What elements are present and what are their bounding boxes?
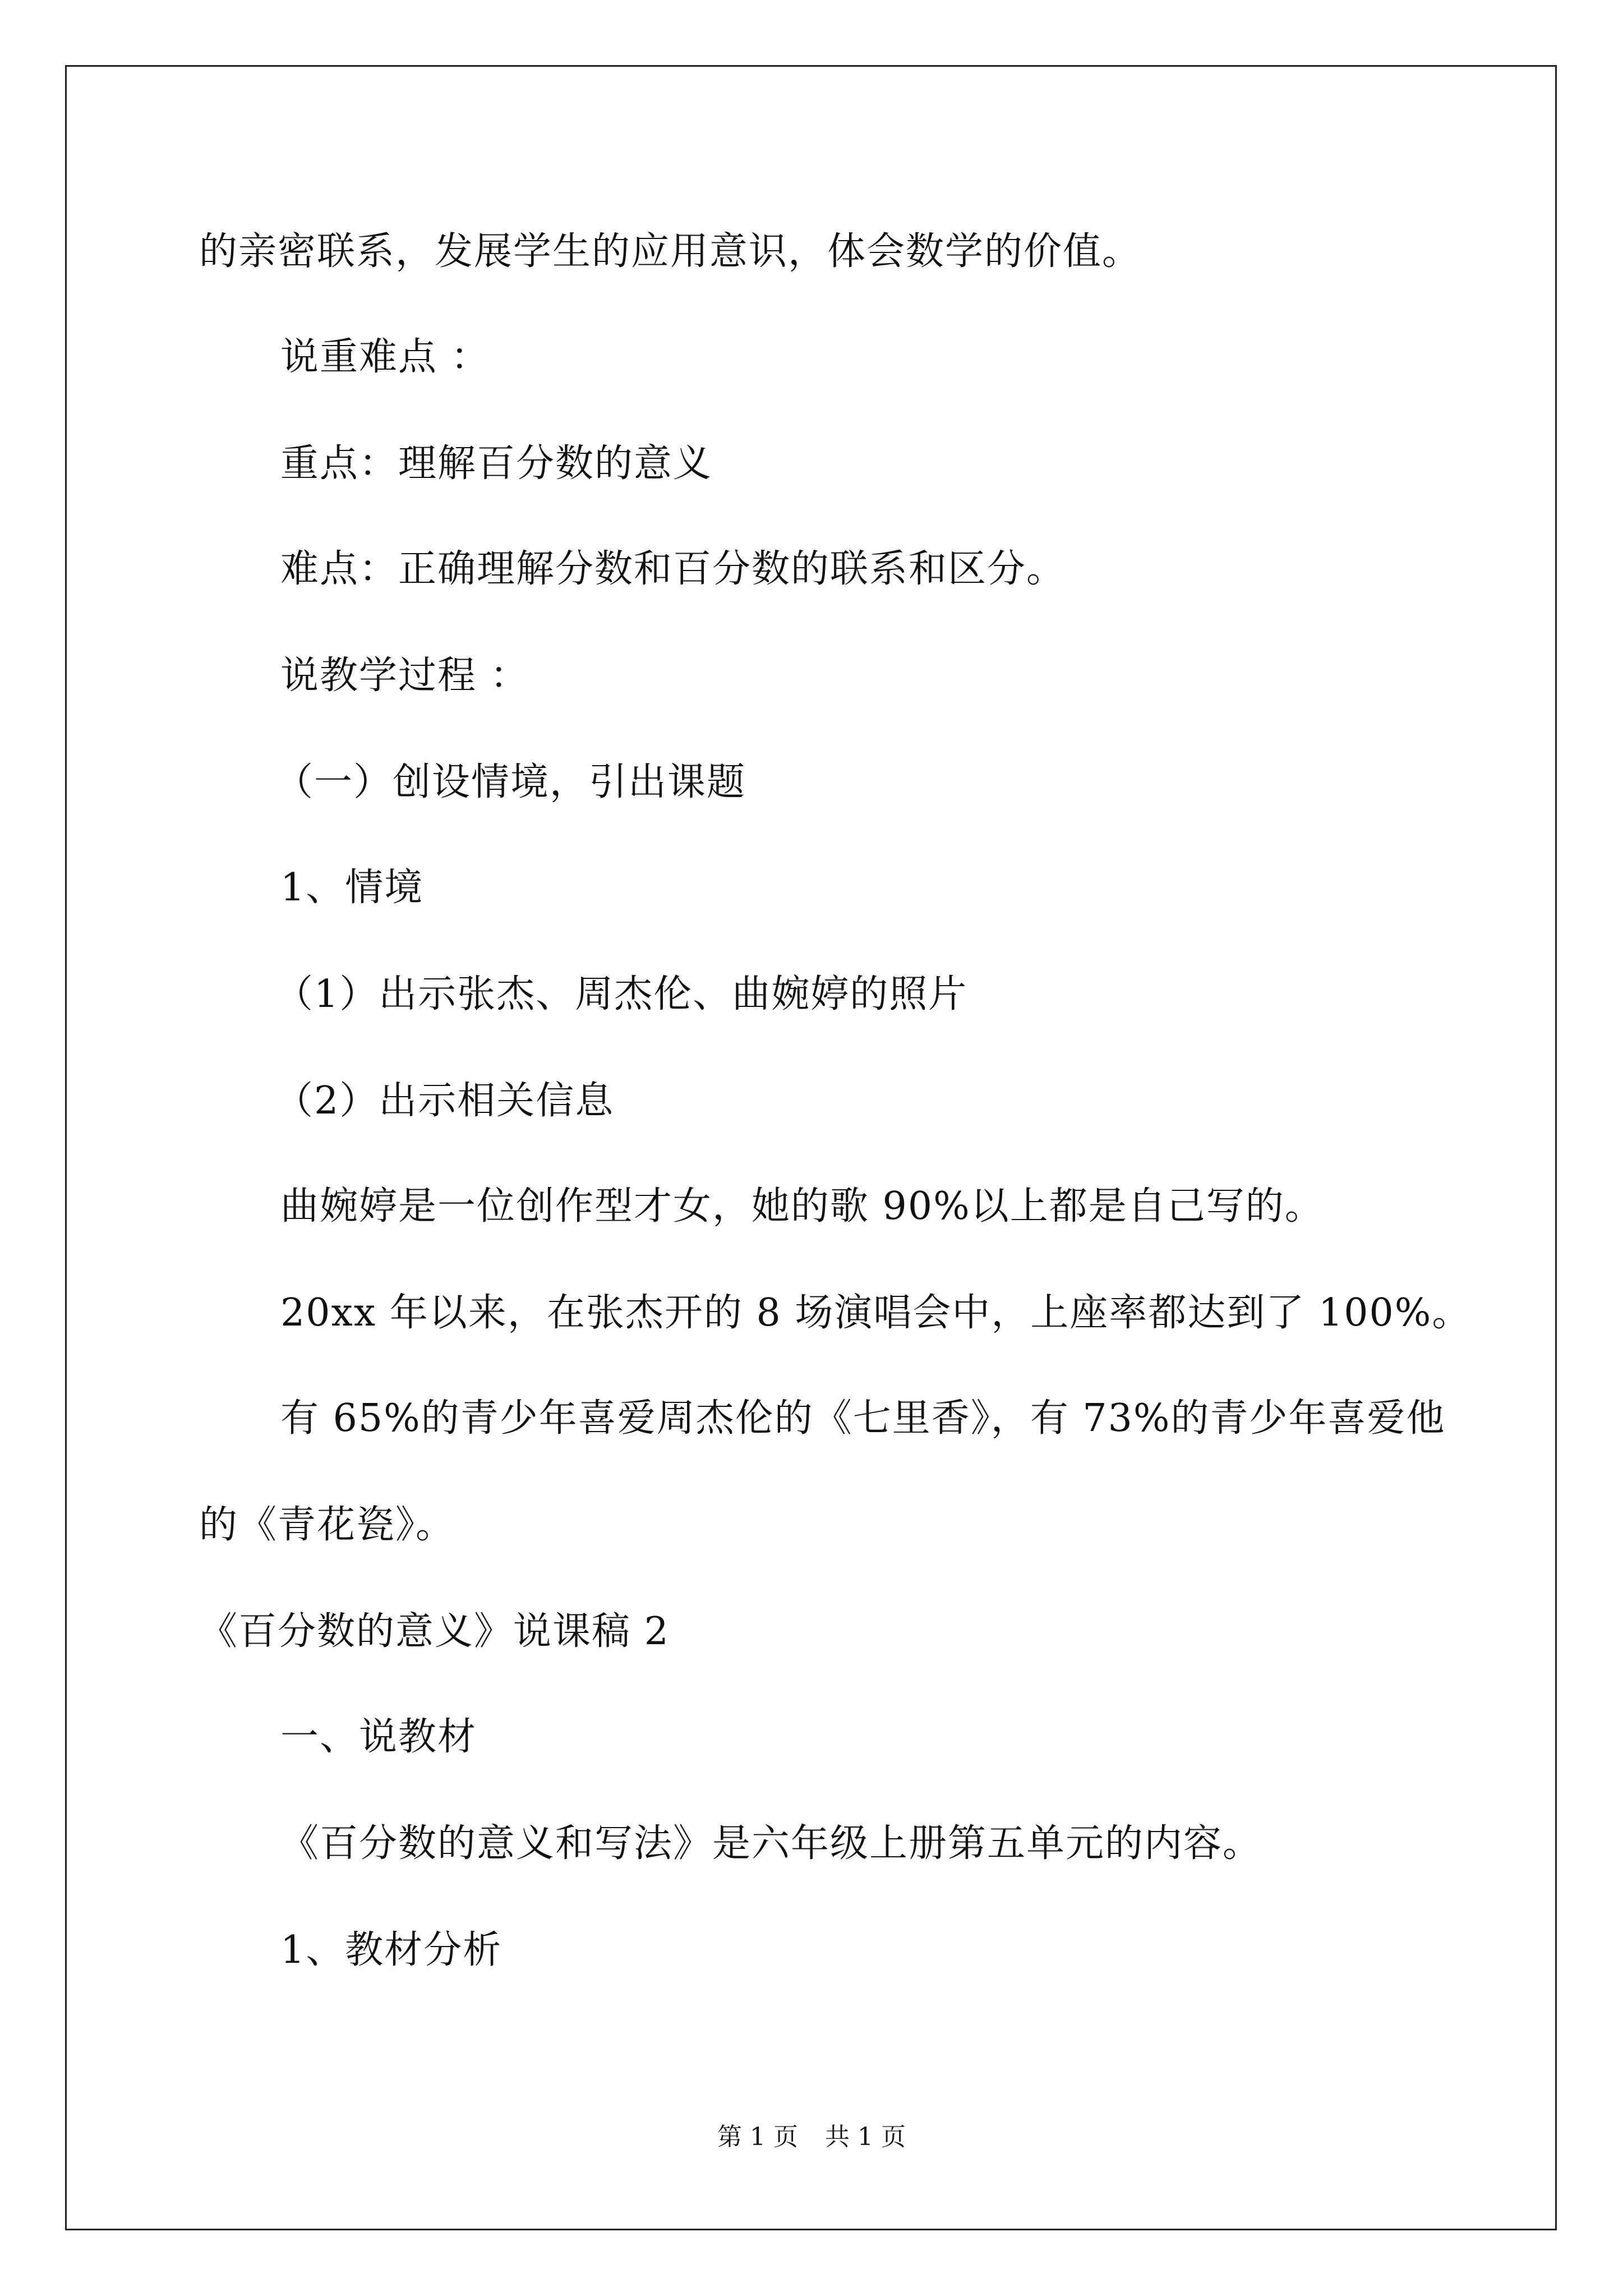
page-total: 共 1 页 bbox=[825, 2123, 906, 2151]
heading-key-points: 说重难点 ： bbox=[280, 335, 490, 379]
text-line: （1）出示张杰、周杰伦、曲婉婷的照片 bbox=[275, 972, 968, 1016]
page-footer bbox=[0, 2120, 1623, 2154]
text-line: （2）出示相关信息 bbox=[275, 1079, 615, 1123]
page-border bbox=[65, 65, 1557, 2230]
text-line: 的亲密联系，发展学生的应用意识，体会数学的价值。 bbox=[199, 229, 1142, 274]
heading-textbook: 一、说教材 bbox=[280, 1715, 477, 1759]
text-line: 20xx 年以来，在张杰开的 8 场演唱会中，上座率都达到了 100%。 bbox=[280, 1291, 1472, 1335]
text-line: 曲婉婷是一位创作型才女，她的歌 90%以上都是自己写的。 bbox=[280, 1184, 1324, 1228]
text-line: 重点：理解百分数的意义 bbox=[280, 441, 713, 486]
heading-teaching-process: 说教学过程 ： bbox=[280, 654, 529, 698]
page-number: 第 1 页 bbox=[717, 2123, 798, 2151]
text-line: （一）创设情境，引出课题 bbox=[275, 760, 746, 804]
section-title: 《百分数的意义》说课稿 2 bbox=[199, 1609, 670, 1654]
text-line: 难点：正确理解分数和百分数的联系和区分。 bbox=[280, 547, 1066, 591]
text-line: 1、教材分析 bbox=[280, 1928, 502, 1972]
text-line: 1、情境 bbox=[280, 866, 424, 910]
text-line: 有 65%的青少年喜爱周杰伦的《七里香》，有 73%的青少年喜爱他 bbox=[280, 1396, 1446, 1441]
text-line: 的《青花瓷》。 bbox=[199, 1503, 455, 1547]
text-line: 《百分数的意义和写法》是六年级上册第五单元的内容。 bbox=[280, 1821, 1262, 1866]
